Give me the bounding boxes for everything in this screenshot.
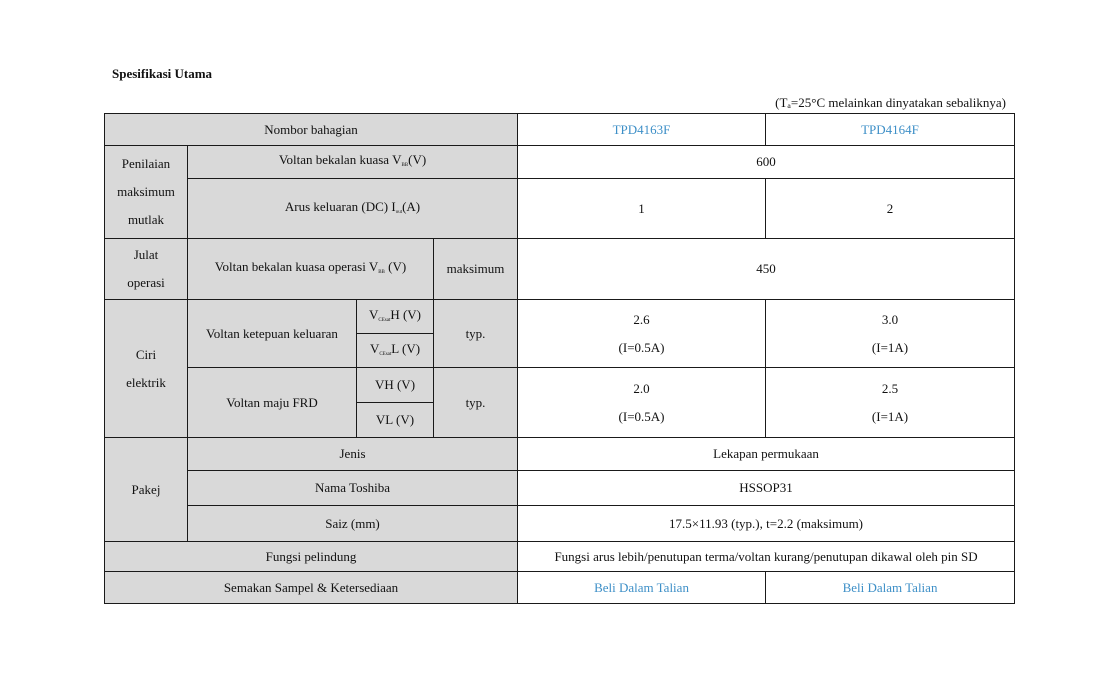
table-row: [105, 368, 1015, 403]
group-label: operasi: [127, 275, 165, 290]
value-text: 2.5: [881, 380, 899, 396]
unit-text: (V): [388, 259, 407, 274]
unit-text: (V): [408, 152, 427, 167]
abs-max-group: [105, 146, 188, 239]
vf-h-label: VH (V): [357, 368, 434, 403]
condition-note: (Tₐ=25°C melainkan dinyatakan sebaliknya): [775, 95, 1006, 110]
package-name-value: HSSOP31: [518, 471, 1015, 506]
subscript: BB: [378, 270, 385, 275]
package-size-value: 17.5×11.93 (typ.), t=2.2 (maksimum): [518, 506, 1015, 542]
supply-voltage-label: [188, 146, 518, 179]
label-text: Voltan bekalan kuasa operasi V: [214, 259, 379, 274]
label-text: Voltan bekalan kuasa V: [278, 152, 402, 167]
buy-online-link[interactable]: Beli Dalam Talian: [842, 579, 938, 595]
group-label: mutlak: [127, 212, 165, 227]
saturation-value: [766, 300, 1015, 368]
condition-text: (I=0.5A): [618, 339, 665, 355]
output-current-value: 2: [766, 179, 1015, 239]
table-row: [105, 114, 1015, 146]
output-current-label: [188, 179, 518, 239]
operating-voltage-label: [188, 239, 434, 300]
label-text: L (V): [391, 340, 421, 356]
label-text: Arus keluaran (DC) I: [284, 198, 396, 214]
unit-text: (A): [402, 198, 421, 214]
operating-condition: maksimum: [434, 239, 518, 300]
frd-value: [518, 368, 766, 438]
group-label: Julat: [133, 247, 159, 262]
output-current-value: 1: [518, 179, 766, 239]
value-text: 2.6: [633, 311, 650, 327]
package-group: Pakej: [105, 438, 188, 542]
sample-label: Semakan Sampel & Ketersediaan: [105, 572, 518, 604]
part-number-link[interactable]: TPD4164F: [861, 121, 919, 137]
table-row: [105, 542, 1015, 572]
frd-voltage-label: Voltan maju FRD: [188, 368, 357, 438]
operating-voltage-value: 450: [518, 239, 1015, 300]
saturation-condition: typ.: [434, 300, 518, 368]
buy-online-cell[interactable]: [766, 572, 1015, 604]
condition-text: (I=0.5A): [618, 408, 665, 424]
label-text: V: [368, 306, 379, 322]
protection-value: Fungsi arus lebih/penutupan terma/voltan kurang/penutupan dikawal oleh pin SD: [518, 542, 1015, 572]
electrical-group: [105, 300, 188, 438]
subscript: BB: [401, 163, 409, 168]
group-label: maksimum: [117, 184, 175, 199]
table-row: [105, 179, 1015, 239]
part-number-link[interactable]: TPD4163F: [612, 121, 671, 137]
table-row: [105, 146, 1015, 179]
part-link-tpd4163f[interactable]: [518, 114, 766, 146]
condition-text: (I=1A): [871, 339, 909, 355]
part-link-tpd4164f[interactable]: [766, 114, 1015, 146]
vf-l-label: VL (V): [357, 403, 434, 438]
buy-online-cell[interactable]: [518, 572, 766, 604]
label-text: V: [369, 340, 380, 356]
table-row: [105, 471, 1015, 506]
frd-condition: typ.: [434, 368, 518, 438]
group-label: Ciri: [135, 346, 157, 362]
table-row: [105, 300, 1015, 334]
package-size-label: Saiz (mm): [188, 506, 518, 542]
table-row: [105, 572, 1015, 604]
part-number-header: Nombor bahagian: [105, 114, 518, 146]
protection-label: Fungsi pelindung: [105, 542, 518, 572]
package-type-value: Lekapan permukaan: [518, 438, 1015, 471]
vcesat-l-label: [357, 334, 434, 368]
value-text: 3.0: [881, 311, 899, 327]
subscript: out: [395, 209, 403, 215]
table-row: [105, 506, 1015, 542]
group-label: elektrik: [126, 374, 166, 390]
saturation-voltage-label: Voltan ketepuan keluaran: [188, 300, 357, 368]
package-name-label: Nama Toshiba: [188, 471, 518, 506]
buy-online-link[interactable]: Beli Dalam Talian: [594, 579, 689, 595]
supply-voltage-value: 600: [518, 146, 1015, 179]
page-title: Spesifikasi Utama: [112, 66, 213, 81]
spec-table: [104, 113, 1015, 604]
frd-value: [766, 368, 1015, 438]
value-text: 2.0: [633, 380, 650, 396]
table-row: [105, 438, 1015, 471]
subscript: CEsat: [378, 317, 391, 323]
label-text: H (V): [390, 306, 422, 322]
operating-group: [105, 239, 188, 300]
package-type-label: Jenis: [188, 438, 518, 471]
group-label: Penilaian: [121, 156, 171, 171]
vcesat-h-label: [357, 300, 434, 334]
subscript: CEsat: [379, 351, 392, 357]
saturation-value: [518, 300, 766, 368]
condition-text: (I=1A): [871, 408, 909, 424]
table-row: [105, 239, 1015, 300]
